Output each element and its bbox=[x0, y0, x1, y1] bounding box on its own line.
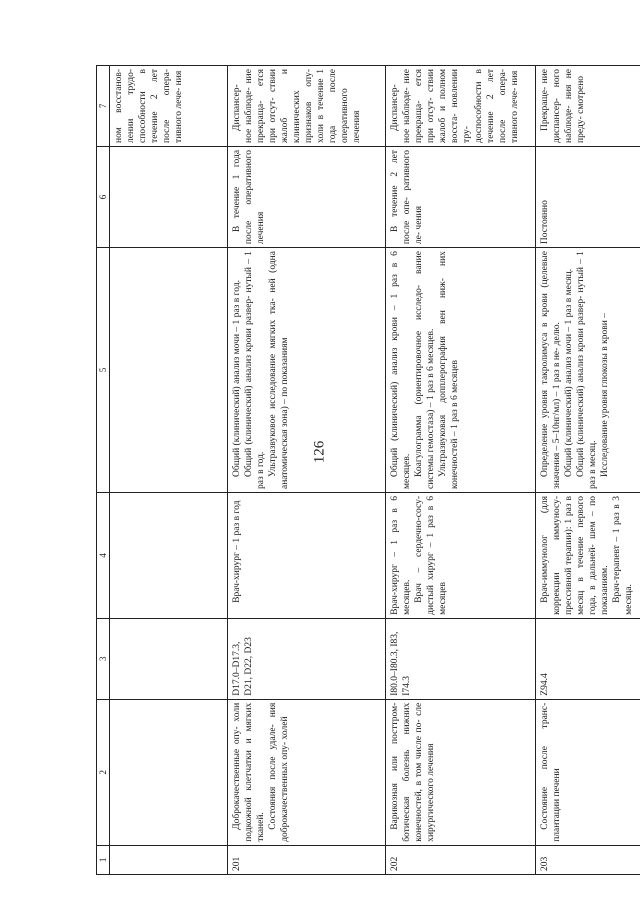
note-cell bbox=[228, 66, 386, 147]
duration-text: В течение 2 лет после опе- ративного ле- чения bbox=[390, 149, 424, 245]
row-number: 202 bbox=[386, 845, 536, 874]
dispensary-table bbox=[96, 65, 640, 875]
table-header-row bbox=[97, 66, 110, 875]
diagnosis-cell bbox=[110, 699, 228, 845]
note-cell bbox=[386, 66, 536, 147]
diagnosis-cell bbox=[536, 699, 640, 845]
icd-code-cell: D17.0–D17.3, D21, D22, D23 bbox=[228, 618, 386, 699]
duration-cell: Постоянно bbox=[536, 146, 640, 247]
specialist-text: Врач-терапевт – 1 раз в 3 месяца. bbox=[612, 496, 634, 615]
duration-cell bbox=[110, 146, 228, 247]
header-cell: 5 bbox=[97, 248, 110, 493]
exam-text: Исследование уровня глюкозы в крови – bbox=[600, 313, 610, 477]
exam-cell bbox=[536, 248, 640, 493]
table-row bbox=[228, 66, 386, 875]
icd-code-cell: I80.0–I80.3, I83, I74.3 bbox=[386, 618, 536, 699]
note-text: Прекраще- ние диспансер- ного наблюде- ния не преду- смотрено bbox=[540, 69, 586, 143]
icd-code-cell: Z94.4 bbox=[536, 618, 640, 699]
specialist-text: Врач-хирург – 1 раз в год bbox=[232, 500, 242, 603]
rotated-table-container bbox=[96, 65, 634, 875]
table-row bbox=[386, 66, 536, 875]
duration-cell bbox=[228, 146, 386, 247]
note-text: Диспансер- ное наблюде- ние прекраща- ется при отсут- ствии жалоб и клинических признаков опу- холи в течение 1 года после оперативного лечения bbox=[232, 69, 362, 143]
header-cell: 2 bbox=[97, 699, 110, 845]
exam-text: Общий (клинический) анализ крови – 1 раз в 6 месяцев. bbox=[390, 251, 412, 489]
specialist-cell bbox=[228, 493, 386, 619]
table-row bbox=[536, 66, 640, 875]
diagnosis-text: Состояние после транс- плантации печени bbox=[540, 702, 562, 842]
exam-cell bbox=[228, 248, 386, 493]
note-text: Диспансер- ное наблюде- ние прекраща- ется при отсут- ствии жалоб и полном восста- новлении тру- доспособности в течение 2 лет после опера- тивного лече- ния bbox=[390, 69, 520, 143]
header-cell: 6 bbox=[97, 146, 110, 247]
specialist-text: Врач – сердечно-сосу- дистый хирург – 1 раз в 6 месяцев bbox=[414, 496, 448, 615]
header-cell: 4 bbox=[97, 493, 110, 619]
exam-text: Определение уровня такролимуса в крови (целевые значения – 5–10нг/мл) – 1 раз в не- делю. bbox=[540, 251, 562, 489]
table-row bbox=[110, 66, 228, 875]
header-cell: 1 bbox=[97, 845, 110, 874]
duration-cell bbox=[386, 146, 536, 247]
specialist-cell bbox=[386, 493, 536, 619]
header-cell: 3 bbox=[97, 618, 110, 699]
specialist-cell bbox=[536, 493, 640, 619]
icd-code-cell bbox=[110, 618, 228, 699]
exam-text: Ультразвуковое исследование мягких тка- ней (одна анатомическая зона) – по показаниям bbox=[268, 251, 290, 489]
row-number: 201 bbox=[228, 845, 386, 874]
row-number bbox=[110, 845, 228, 874]
note-cell bbox=[536, 66, 640, 147]
header-cell: 7 bbox=[97, 66, 110, 147]
exam-text: Коагулограмма (ориентировочное исследо- вание системы гемостаза) – 1 раз в 6 месяцев. bbox=[414, 251, 436, 489]
diagnosis-text: Доброкачественные опу- холи подкожной клетчатки и мягких тканей. bbox=[232, 702, 266, 842]
exam-cell bbox=[386, 248, 536, 493]
diagnosis-cell bbox=[386, 699, 536, 845]
diagnosis-cell bbox=[228, 699, 386, 845]
exam-text: Общий (клинический) анализ мочи – 1 раз в год. bbox=[232, 280, 242, 477]
page-number-text: 126 bbox=[311, 440, 328, 464]
specialist-text: Врач-иммунолог (для коррекции иммуносу- прессивной терапии): 1 раз в месяц в течение первого года, в дальней- шем – по показаниям. bbox=[540, 496, 610, 615]
exam-text: Общий (клинический) анализ мочи – 1 раз в месяц. bbox=[564, 268, 574, 477]
row-number: 203 bbox=[536, 845, 640, 874]
exam-cell bbox=[110, 248, 228, 493]
diagnosis-text: Состояния после удале- ния доброкачественных опу- холей bbox=[268, 702, 290, 842]
duration-text: В течение 1 года после оперативного лечения bbox=[232, 149, 266, 245]
specialist-cell bbox=[110, 493, 228, 619]
exam-text: Ультразвуковая допплерография вен ниж- них конечностей – 1 раз в 6 месяцев bbox=[438, 251, 460, 489]
exam-text: Общий (клинический) анализ крови развер- нутый – 1 раз в год. bbox=[244, 251, 266, 489]
note-text: ном восстанов- лении трудо- способности в течение 2 лет после опера- тивного лече- ния bbox=[114, 69, 184, 143]
note-cell bbox=[110, 66, 228, 147]
specialist-text: Врач-хирург – 1 раз в 6 месяцев. bbox=[390, 496, 412, 615]
exam-text: Общий (клинический) анализ крови развер- нутый – 1 раз в месяц. bbox=[576, 251, 598, 489]
diagnosis-text: Варикозная или посттром- ботическая болезнь нижних конечностей, в том числе по- сле хирургического лечения bbox=[390, 702, 436, 842]
